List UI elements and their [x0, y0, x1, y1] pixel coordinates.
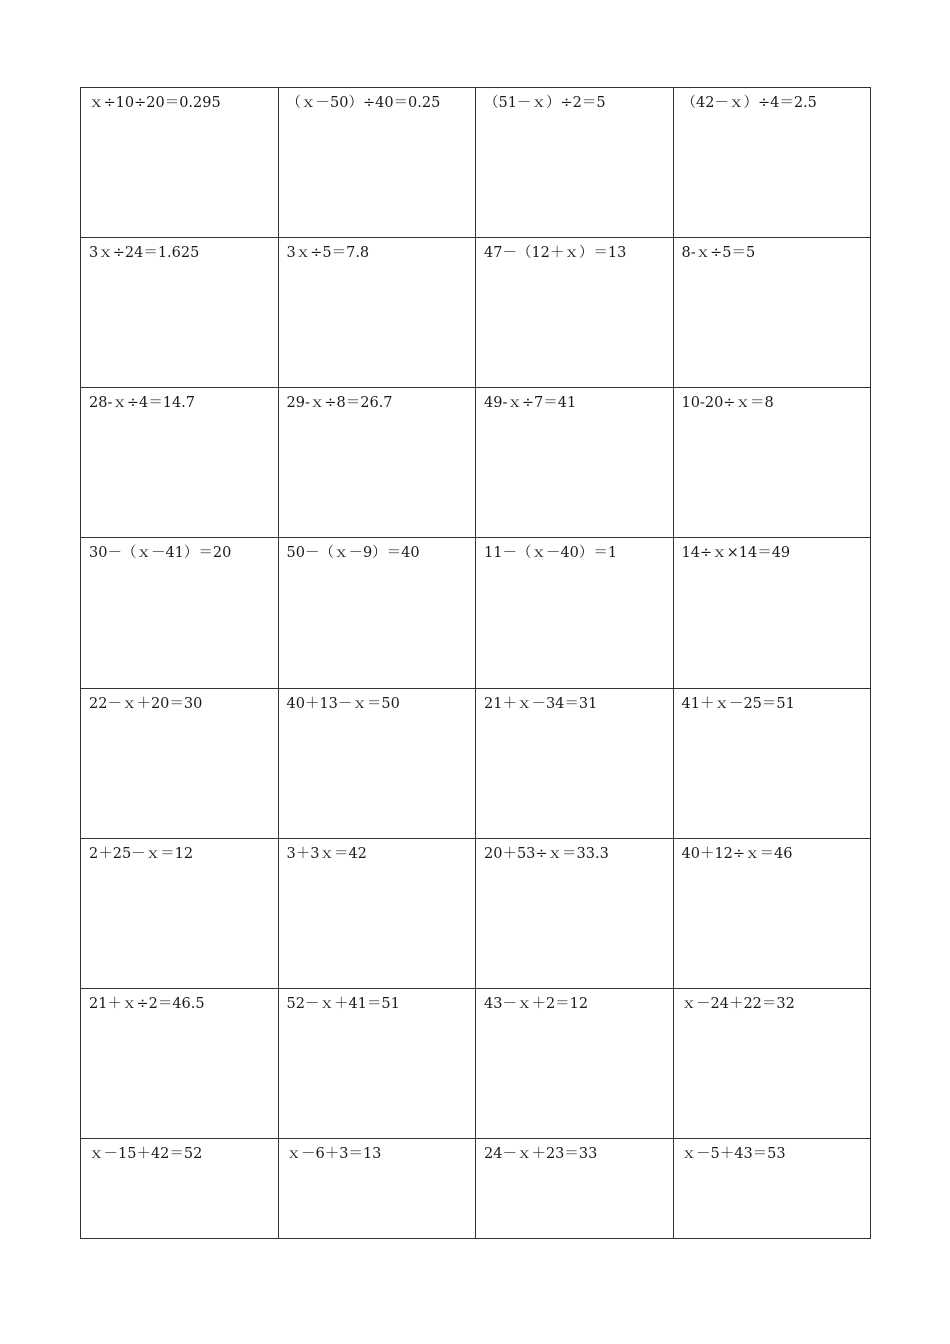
equation-cell: 30－（ｘ－41）＝20 [81, 538, 279, 688]
equation-cell: 21＋ｘ－34＝31 [476, 688, 674, 838]
equation-cell: ｘ－15＋42＝52 [81, 1138, 279, 1238]
equation-cell: 40＋12÷ｘ＝46 [673, 838, 871, 988]
equation-cell: 24－ｘ＋23＝33 [476, 1138, 674, 1238]
equation-cell: ｘ－6＋3＝13 [278, 1138, 476, 1238]
equation-cell: 41＋ｘ－25＝51 [673, 688, 871, 838]
equation-cell: 22－ｘ＋20＝30 [81, 688, 279, 838]
equation-cell: （51－ｘ）÷2＝5 [476, 88, 674, 238]
equation-cell: 20＋53÷ｘ＝33.3 [476, 838, 674, 988]
equation-cell: ｘ－5＋43＝53 [673, 1138, 871, 1238]
table-row [81, 688, 871, 838]
equation-cell: 3＋3ｘ＝42 [278, 838, 476, 988]
equation-cell: 28-ｘ÷4＝14.7 [81, 388, 279, 538]
equation-cell: 2＋25－ｘ＝12 [81, 838, 279, 988]
table-row [81, 238, 871, 388]
equation-cell: 8-ｘ÷5＝5 [673, 238, 871, 388]
table-row [81, 88, 871, 238]
equation-cell: ｘ－24＋22＝32 [673, 988, 871, 1138]
equation-cell: 11－（ｘ－40）＝1 [476, 538, 674, 688]
equation-cell: 10-20÷ｘ＝8 [673, 388, 871, 538]
equation-cell: 3ｘ÷5＝7.8 [278, 238, 476, 388]
table-row [81, 988, 871, 1138]
table-row [81, 538, 871, 688]
equation-cell: 14÷ｘ×14＝49 [673, 538, 871, 688]
equation-cell: 49-ｘ÷7＝41 [476, 388, 674, 538]
equation-cell: （ｘ－50）÷40＝0.25 [278, 88, 476, 238]
table-row [81, 388, 871, 538]
equation-cell: 50－（ｘ－9）＝40 [278, 538, 476, 688]
equation-cell: 21＋ｘ÷2＝46.5 [81, 988, 279, 1138]
equation-cell: 40＋13－ｘ＝50 [278, 688, 476, 838]
equation-cell: 43－ｘ＋2＝12 [476, 988, 674, 1138]
equation-cell: 29-ｘ÷8＝26.7 [278, 388, 476, 538]
equation-worksheet-table [80, 87, 871, 1239]
equation-cell: 47－（12＋ｘ）＝13 [476, 238, 674, 388]
equation-cell: 3ｘ÷24＝1.625 [81, 238, 279, 388]
equation-cell: 52－ｘ＋41＝51 [278, 988, 476, 1138]
equation-cell: （42－ｘ）÷4＝2.5 [673, 88, 871, 238]
equation-cell: ｘ÷10÷20＝0.295 [81, 88, 279, 238]
table-row [81, 1138, 871, 1238]
table-row [81, 838, 871, 988]
